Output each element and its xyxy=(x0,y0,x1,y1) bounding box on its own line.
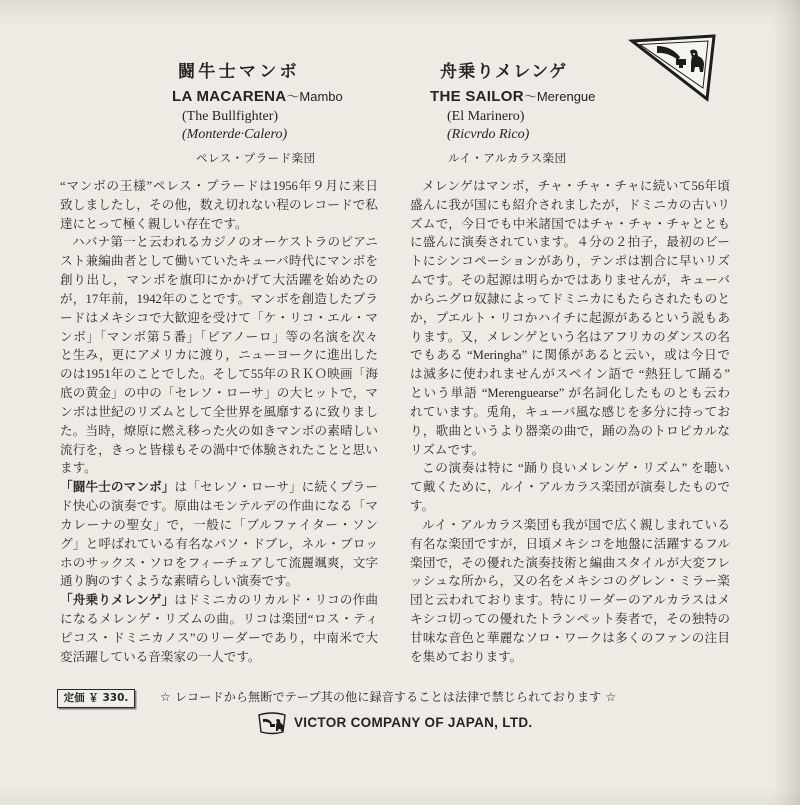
text-line: ードはメキシコで大歓迎を受けて「ケ・リコ・エル・マ xyxy=(60,310,378,325)
text-line: という単語 “Merenguearse” が名詞化したものとも云わ xyxy=(410,386,730,401)
gramophone-stand xyxy=(679,65,683,68)
side-a-subtitle: (The Bullfighter) xyxy=(182,109,279,124)
side-a-composers: (Monterde·Calero) xyxy=(182,127,288,142)
text-line: でもある “Meringha” に関係があると云い，或は今日で xyxy=(410,348,730,363)
text-line: からニグロ奴隷によってドミニカにもたらされたものと xyxy=(410,291,730,306)
victor-nipper-badge-icon xyxy=(257,711,287,735)
paragraph xyxy=(60,591,378,666)
text-line: ピコス・ドミニカノス”のリーダーであり，中南米で大 xyxy=(60,630,378,645)
text-line: 有名な楽団ですが，日頃メキシコを地盤に活躍するフル xyxy=(410,536,730,551)
text-line: メレンゲはマンボ，チャ・チャ・チャに続いて56年頃 xyxy=(422,179,730,193)
badge-dog xyxy=(276,719,284,731)
text-line: トにシンコペーションがあり，テンポは割合に早いリズ xyxy=(410,254,730,269)
side-b-composers: (Ricvrdo Rico) xyxy=(447,127,530,142)
text-line: と生み，更にアメリカに渡り，ニューヨークに進出した xyxy=(60,348,378,363)
text-line: て戴くために，ルイ・アルカラス楽団が演奏したもので xyxy=(410,480,730,495)
text-line: す。 xyxy=(410,499,435,514)
text-line: か，プエルト・リコかハイチに起源があるという説もあ xyxy=(410,310,730,325)
text-line: 楽団で，その優れた演奏技術と編曲スタイルが大変フレ xyxy=(410,555,730,570)
text-line: ッシュな所から，又の名をメキシコのグレン・ミラー楽 xyxy=(410,574,730,589)
text-line xyxy=(60,478,378,497)
song-title-emphasis: 「舟乗りメレンゲ」 xyxy=(60,593,175,608)
text-line: が，17年前，1942年のことです。マンボを創造したプラ xyxy=(60,291,378,306)
text-line: ズムで，今日でも中米諸国ではチャ・チャ・チャととも xyxy=(410,216,730,231)
text-line: “マンボの王様”ペレス・プラードは1956年９月に来日 xyxy=(60,179,378,193)
text-line: のは1951年のことでした。そして55年のＲＫＯ映画「海 xyxy=(60,367,378,382)
text-line: 団と云われております。特にリーダーのアルカラスはメ xyxy=(410,593,730,608)
text-line: この演奏は特に “踊り良いメレンゲ・リズム” を聴い xyxy=(422,461,730,476)
victor-nipper-triangle-logo-icon xyxy=(627,32,719,104)
paragraph xyxy=(410,177,730,459)
side-b-artist: ルイ・アルカラス楽団 xyxy=(448,151,567,165)
side-a-genre: ～Mambo xyxy=(286,89,343,104)
paragraph xyxy=(60,478,378,591)
text-line: 致しましたし，その他，数え切れない程のレコードで私 xyxy=(60,197,378,212)
paragraph xyxy=(410,459,730,515)
song-title-emphasis: 「闘牛士のマンボ」 xyxy=(60,480,175,495)
dog-eye xyxy=(693,53,695,55)
side-a-title-jp: 闘牛士マンボ xyxy=(178,62,300,82)
side-b-title-en: THE SAILOR xyxy=(430,88,524,105)
text-line: れています。兎角，キューバ風な感じを多分に持ってお xyxy=(410,404,730,419)
text-line: 創り出し，マンボを旗印にかかげて大活躍を始めたの xyxy=(60,273,378,288)
right-text-column xyxy=(410,177,730,667)
text-line: ンボは世紀のリズムとして全世界を風靡するに致りまし xyxy=(60,404,378,419)
text-line: ります。又，メレンゲという名はアフリカのダンスの名 xyxy=(410,329,730,344)
text-line: 変活躍している音楽家の一人です。 xyxy=(60,649,261,664)
text-line: ンボ」「マンボ第５番」「ピアノーロ」等の名演を次々 xyxy=(60,329,378,344)
text-line: 底の黄金」の中の「セレソ・ローサ」の大ヒットで，マ xyxy=(60,386,378,401)
text-line: た。当時，燎原に燃え移った火の如きマンボの素晴しい xyxy=(60,423,378,438)
text-line: は滅多に使われませんがスペイン語で “熱狂して踊る” xyxy=(410,367,730,382)
badge-gramophone xyxy=(270,724,275,727)
paragraph xyxy=(60,177,378,233)
text-line-rest: は「セレソ・ローサ」に続くプラー xyxy=(174,480,379,495)
text-line: スト兼編曲者として働いていたキューバ時代にマンボを xyxy=(60,254,378,269)
text-line: ハバナ第一と云われるカジノのオーケストラのピアニ xyxy=(72,235,378,250)
company-name: VICTOR COMPANY OF JAPAN, LTD. xyxy=(294,715,533,730)
text-line: り，歌曲というより器楽の曲で，踊の為のトロピカルな xyxy=(410,423,730,438)
text-line: 達にとって極く親しい存在です。 xyxy=(60,216,248,231)
text-line-rest: はドミニカのリカルド・リコの作曲 xyxy=(174,593,378,608)
side-a-title-en-line xyxy=(172,88,343,106)
left-text-column xyxy=(60,177,378,667)
paragraph xyxy=(60,233,378,478)
badge-horn xyxy=(263,719,272,725)
side-a-artist: ペレス・プラード楽団 xyxy=(196,151,316,165)
side-b-title-jp: 舟乗りメレンゲ xyxy=(440,62,568,82)
text-line: ド快心の演奏です。原曲はモンテルデの作曲になる「マ xyxy=(60,499,378,514)
side-b-genre: ～Merengue xyxy=(523,89,596,104)
text-line: になるメレンゲ・リズムの曲。リコは楽団“ロス・ティ xyxy=(60,612,378,627)
text-line: ます。 xyxy=(60,461,97,476)
text-line xyxy=(60,591,378,610)
text-line: 甘味な音色と華麗なソロ・ワークは多くのファンの注目 xyxy=(410,630,730,645)
gramophone-box xyxy=(676,59,686,65)
text-line: 盛んに我が国にも紹介されましたが，ドミニカの古いリ xyxy=(410,197,730,212)
text-line: に盛んに演奏されています。４分の２拍子，最初のビー xyxy=(410,235,730,250)
text-line: ホのサックス・ソロをフィーチュアして流麗颯爽，文字 xyxy=(60,555,378,570)
side-b-subtitle: (El Marinero) xyxy=(447,109,525,124)
side-b-title-en-line xyxy=(430,88,595,106)
text-line: グ」と呼ばれている有名なパソ・ドブレ，ネル・ブロッ xyxy=(60,536,378,551)
side-a-title-en: LA MACARENA xyxy=(172,88,287,105)
text-line: カレーナの聖女」で，一般に「ブルファイター・ソン xyxy=(60,517,378,532)
paragraph xyxy=(410,516,730,667)
text-line: 流行を，きっと皆様もその渦中で体験されたことと思い xyxy=(60,442,378,457)
text-line: を集めております。 xyxy=(410,649,523,664)
price-box: 定価 ￥ 330. xyxy=(57,689,135,708)
text-line: ムです。その起源は明らかではありませんが，キューバ xyxy=(410,273,730,288)
text-line: ルイ・アルカラス楽団も我が国で広く親しまれている xyxy=(422,517,730,532)
text-line: キシコ切っての優れたトランペット奏者で，その独特の xyxy=(410,612,730,627)
text-line: リズムです。 xyxy=(410,442,485,457)
copyright-notice: ☆ レコードから無断でテープ其の他に録音することは法律で禁じられております ☆ xyxy=(160,690,617,704)
text-line: 通り胸のすくような素晴らしい演奏です。 xyxy=(60,574,299,589)
